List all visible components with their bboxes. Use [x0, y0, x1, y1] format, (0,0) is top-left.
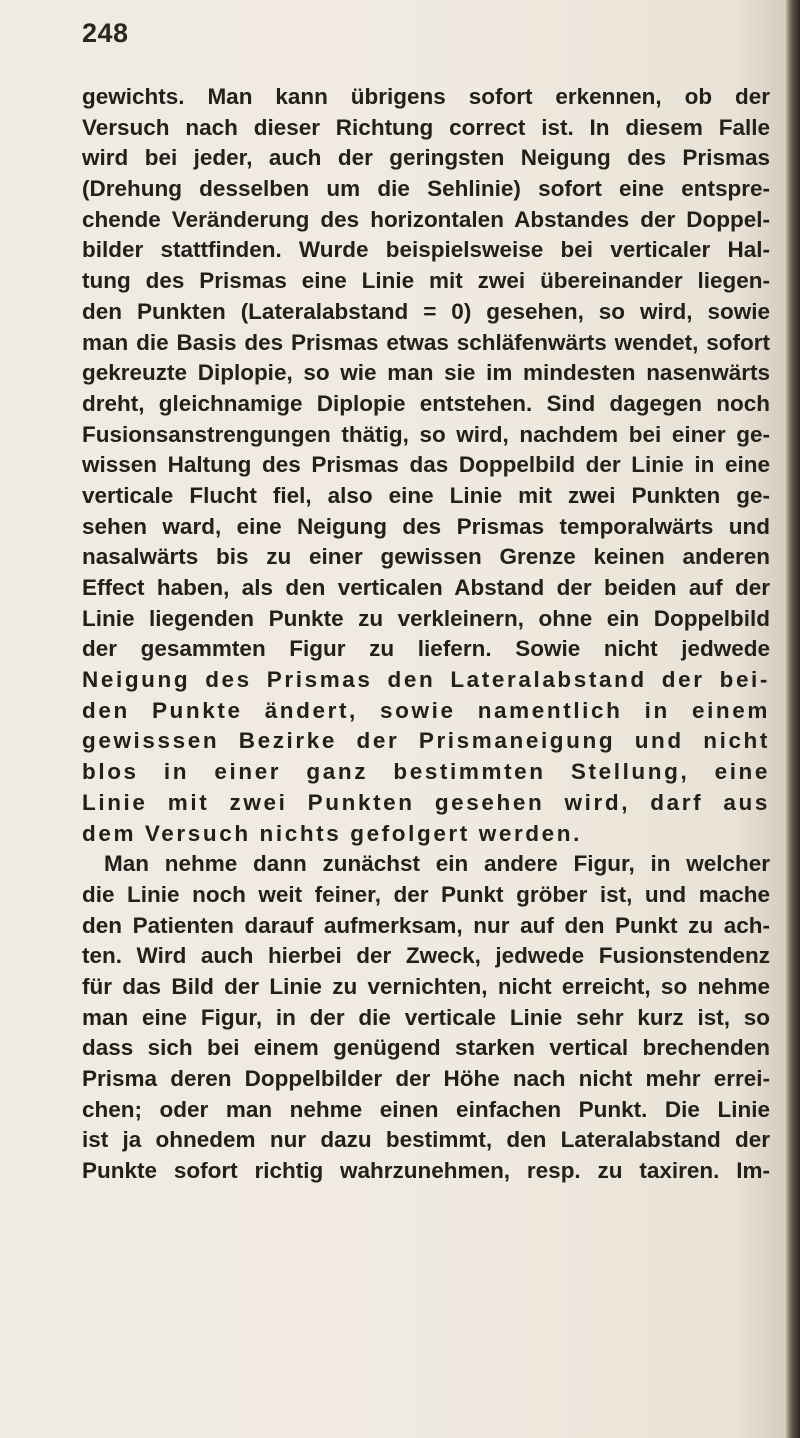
page-number: 248	[82, 18, 129, 48]
text-line-emphasized: Neigung des Prismas den Lateralabstand der bei-	[82, 667, 770, 693]
text-line: die Linie noch weit feiner, der Punkt gröber ist, und mache	[82, 881, 770, 907]
text-line-paragraph-start: Man nehme dann zunächst ein andere Figur, in welcher	[104, 851, 770, 877]
text-line: wissen Haltung des Prismas das Doppelbild der Linie in eine	[82, 452, 770, 478]
text-line: den Punkten (Lateralabstand = 0) gesehen, so wird, sowie	[82, 298, 770, 324]
text-line: ist ja ohnedem nur dazu bestimmt, den Lateralabstand der	[82, 1127, 770, 1153]
text-line: Punkte sofort richtig wahrzunehmen, resp. zu taxiren. Im-	[82, 1158, 770, 1184]
text-line: verticale Flucht fiel, also eine Linie mit zwei Punkten ge-	[82, 482, 770, 508]
text-line-emphasized: Linie mit zwei Punkten gesehen wird, darf aus	[82, 789, 770, 815]
text-line: ten. Wird auch hierbei der Zweck, jedwede Fusionstendenz	[82, 943, 770, 969]
text-line: den Patienten darauf aufmerksam, nur auf den Punkt zu ach-	[82, 912, 770, 938]
text-line: Effect haben, als den verticalen Abstand der beiden auf der	[82, 575, 770, 600]
text-line: Fusionsanstrengungen thätig, so wird, nachdem bei einer ge-	[82, 421, 770, 447]
text-line: Versuch nach dieser Richtung correct ist. In diesem Falle	[82, 114, 770, 140]
text-line-emphasized: dem Versuch nichts gefolgert werden.	[82, 820, 582, 846]
text-line: gewichts. Man kann übrigens sofort erkennen, ob der	[82, 84, 770, 109]
body-text	[82, 82, 770, 1187]
text-line: für das Bild der Linie zu vernichten, nicht erreicht, so nehme	[82, 973, 770, 999]
text-line: chende Veränderung des horizontalen Abstandes der Doppel-	[82, 206, 770, 232]
text-line-emphasized: gewisssen Bezirke der Prismaneigung und nicht	[82, 728, 770, 754]
text-line: wird bei jeder, auch der geringsten Neigung des Prismas	[82, 145, 770, 171]
text-line: tung des Prismas eine Linie mit zwei übereinander liegen-	[82, 268, 770, 294]
text-line: chen; oder man nehme einen einfachen Punkt. Die Linie	[82, 1096, 770, 1122]
text-line-emphasized: blos in einer ganz bestimmten Stellung, eine	[82, 759, 770, 785]
text-line: gekreuzte Diplopie, so wie man sie im mindesten nasenwärts	[82, 360, 770, 386]
text-line: Prisma deren Doppelbilder der Höhe nach nicht mehr errei-	[82, 1066, 770, 1091]
text-line-emphasized: den Punkte ändert, sowie namentlich in einem	[82, 697, 770, 723]
text-line: der gesammten Figur zu liefern. Sowie nicht jedwede	[82, 636, 770, 662]
text-line: nasalwärts bis zu einer gewissen Grenze keinen anderen	[82, 544, 770, 570]
text-line: man die Basis des Prismas etwas schläfenwärts wendet, sofort	[82, 329, 770, 355]
text-line: man eine Figur, in der die verticale Linie sehr kurz ist, so	[82, 1004, 770, 1030]
text-line: (Drehung desselben um die Sehlinie) sofort eine entspre-	[82, 176, 770, 202]
text-line: Linie liegenden Punkte zu verkleinern, ohne ein Doppelbild	[82, 605, 770, 631]
book-spine-shadow	[786, 0, 800, 1438]
text-line: bilder stattfinden. Wurde beispielsweise bei verticaler Hal-	[82, 237, 770, 263]
text-line: dass sich bei einem genügend starken vertical brechenden	[82, 1035, 770, 1061]
text-line: sehen ward, eine Neigung des Prismas temporalwärts und	[82, 513, 770, 539]
text-line: dreht, gleichnamige Diplopie entstehen. Sind dagegen noch	[82, 390, 770, 416]
